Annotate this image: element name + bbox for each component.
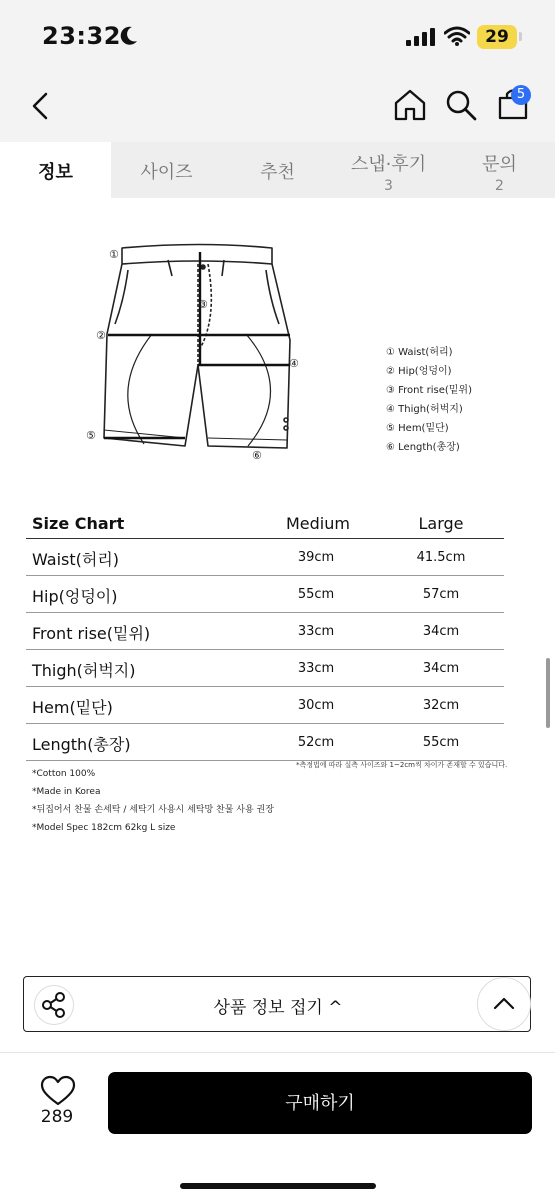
legend-item: ⑥ Length(총장) (386, 442, 460, 453)
table-row (26, 613, 504, 650)
tab-count: 2 (495, 178, 504, 194)
status-time: 23:32 (42, 22, 121, 50)
row-large: 41.5cm (416, 550, 466, 565)
legend-item: ① Waist(허리) (386, 347, 453, 358)
tab-size[interactable] (111, 142, 222, 198)
divider (0, 1052, 555, 1053)
row-large: 34cm (422, 624, 460, 639)
marker-hem: ⑤ (86, 429, 96, 442)
scrollbar[interactable] (546, 658, 550, 728)
tab-info[interactable] (0, 142, 111, 198)
tab-label: 추천 (260, 162, 295, 183)
battery-indicator: 29 (477, 25, 517, 49)
row-large: 34cm (422, 661, 460, 676)
row-medium: 52cm (297, 735, 335, 750)
marker-length: ⑥ (252, 449, 262, 462)
product-notes (32, 765, 274, 837)
legend-item: ④ Thigh(허벅지) (386, 404, 463, 415)
tab-label: 문의 (482, 154, 517, 175)
table-row (26, 650, 504, 687)
note-line: *Made in Korea (32, 787, 101, 797)
row-medium: 33cm (297, 661, 335, 676)
legend-item: ⑤ Hem(밑단) (386, 423, 449, 434)
shorts-diagram (80, 240, 320, 465)
table-row (26, 576, 504, 613)
tab-label: 사이즈 (140, 162, 193, 183)
signal-icon (406, 28, 436, 46)
measurement-note: *측정법에 따라 실측 사이즈와 1~2cm씩 차이가 존재할 수 있습니다. (296, 761, 508, 769)
heart-icon[interactable] (38, 1075, 78, 1107)
tab-label: 정보 (38, 162, 73, 183)
row-label: Thigh(허벅지) (32, 661, 136, 680)
search-icon[interactable] (444, 88, 478, 122)
table-row (26, 687, 504, 724)
table-header (26, 505, 504, 539)
row-medium: 30cm (297, 698, 335, 713)
moon-icon (120, 26, 138, 46)
nav-header (0, 72, 555, 142)
note-line: *뒤집어서 찬물 손세탁 / 세탁기 사용시 세탁망 찬물 사용 권장 (32, 805, 274, 815)
collapse-info-label[interactable]: 상품 정보 접기 ^ (213, 998, 343, 1018)
table-row (26, 539, 504, 576)
header-large: Large (418, 514, 464, 533)
status-bar (0, 0, 555, 72)
chevron-up-icon (477, 977, 531, 1031)
like-count: 289 (40, 1107, 74, 1127)
product-tabs (0, 142, 555, 198)
legend-item: ③ Front rise(밑위) (386, 385, 472, 396)
buy-button[interactable]: 구매하기 (108, 1072, 532, 1134)
marker-waist: ① (109, 248, 119, 261)
scroll-top-button[interactable] (477, 977, 531, 1031)
legend-item: ② Hip(엉덩이) (386, 366, 452, 377)
row-large: 55cm (422, 735, 460, 750)
tab-label: 스냅·후기 (350, 154, 427, 175)
row-label: Waist(허리) (32, 550, 120, 569)
home-icon[interactable] (393, 88, 427, 122)
row-medium: 55cm (297, 587, 335, 602)
header-size-chart: Size Chart (32, 514, 125, 533)
collapse-info-bar (23, 976, 531, 1032)
marker-thigh: ④ (289, 357, 299, 370)
row-label: Hem(밑단) (32, 698, 113, 717)
table-row (26, 724, 504, 761)
tab-recommend[interactable] (222, 142, 333, 198)
row-label: Hip(엉덩이) (32, 587, 118, 606)
header-medium: Medium (286, 514, 350, 533)
back-icon[interactable] (28, 88, 56, 124)
row-large: 57cm (422, 587, 460, 602)
measurement-lines (104, 252, 290, 438)
shorts-outline (104, 245, 290, 449)
cart-count-badge: 5 (511, 85, 531, 105)
tab-count: 3 (384, 178, 393, 194)
row-medium: 33cm (297, 624, 335, 639)
tab-snap-review[interactable] (333, 142, 444, 198)
row-label: Length(총장) (32, 735, 131, 754)
row-label: Front rise(밑위) (32, 624, 151, 643)
wifi-icon (444, 26, 470, 46)
row-large: 32cm (422, 698, 460, 713)
measurement-legend (386, 343, 472, 457)
note-line: *Cotton 100% (32, 769, 96, 779)
tab-inquiry[interactable] (444, 142, 555, 198)
battery-tip (519, 32, 522, 41)
row-medium: 39cm (297, 550, 335, 565)
marker-front-rise: ③ (198, 298, 208, 311)
size-chart-table (26, 505, 504, 761)
marker-hip: ② (96, 329, 106, 342)
note-line: *Model Spec 182cm 62kg L size (32, 823, 176, 833)
home-indicator (180, 1183, 376, 1189)
